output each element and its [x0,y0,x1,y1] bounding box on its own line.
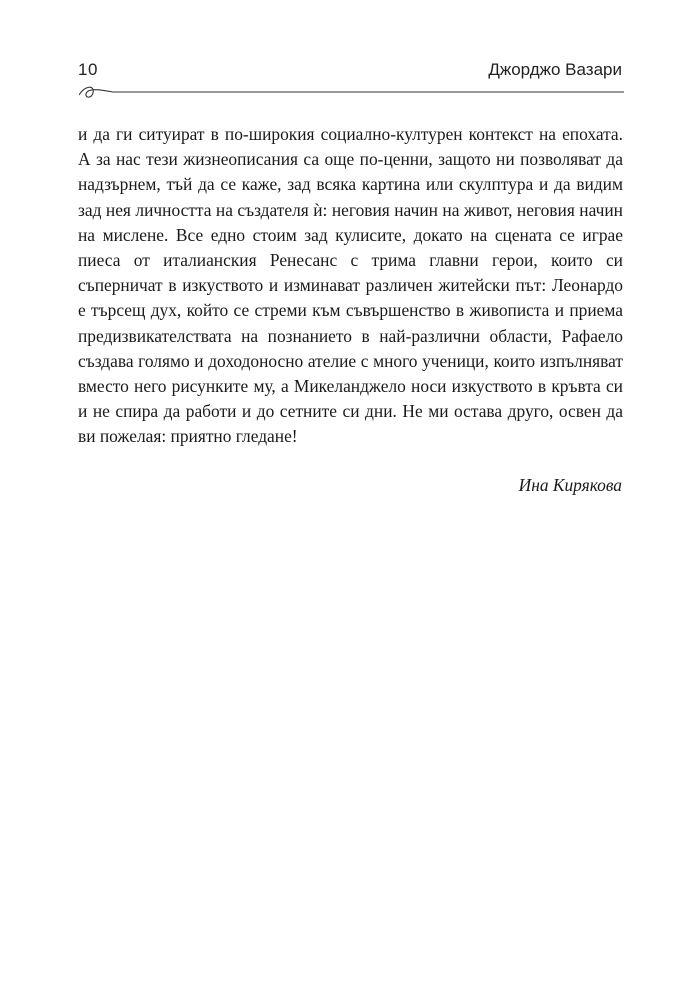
page-number: 10 [78,60,98,79]
flourish-ornament-icon [79,81,624,103]
author-signature: Ина Кирякова [518,475,622,495]
body-paragraph: и да ги ситуират в по-широкия социално-културен контекст на епохата. А за нас тези жизнеописания са още по-ценни, защото ни позволяват да надзърнем, тъй да се каже, зад всяка картина или скулптура и да видим зад нея личността на създателя ѝ: неговия начин на живот, неговия начин на мислене. Все едно стоим зад кулисите, докато на сцената се играе пиеса от италианския Ренесанс с трима главни герои, които си съперничат в изкуството и изминават различен житейски път: Леонардо е търсещ дух, който се стреми към съвършенство в живописта и приема предизвикателствата на познанието в най-различни области, Рафаело създава голямо и доходоносно ателие с много ученици, които изпълняват вместо него рисунките му, а Микеланджело носи изкуството в кръвта си и не спира да работи и до сетните си дни. Не ми остава друго, освен да ви пожелая: приятно гледане! [78,124,623,447]
running-head-title: Джорджо Вазари [488,60,622,79]
